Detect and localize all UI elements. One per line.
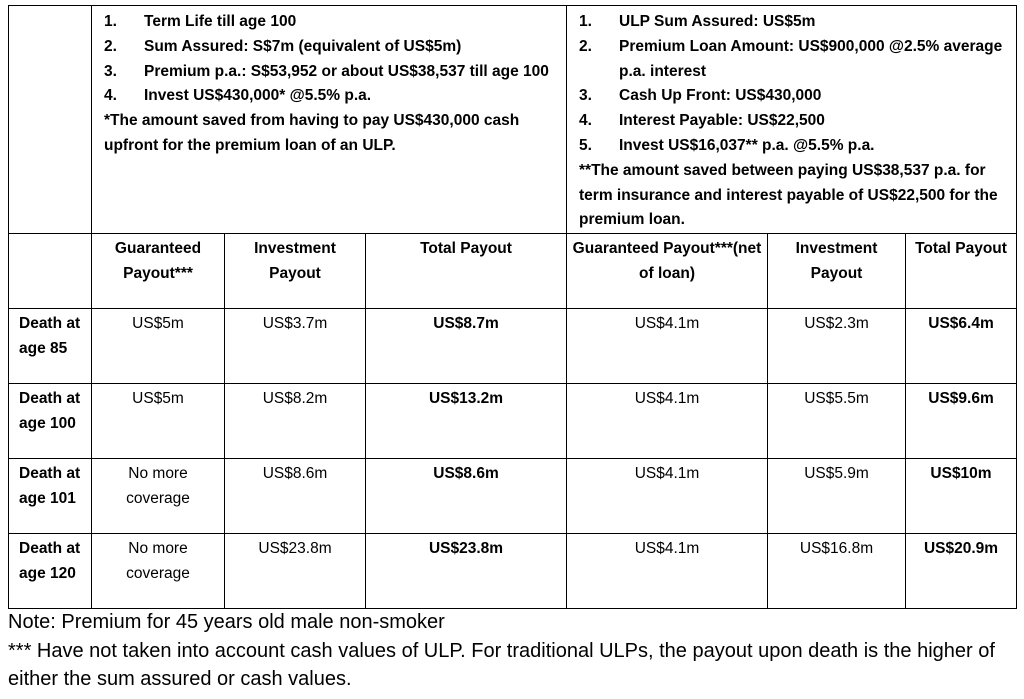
ulp-scenario: [567, 6, 1017, 234]
guaranteed-payout-value: US$5m: [92, 309, 225, 384]
total-payout-value: US$8.7m: [366, 309, 567, 384]
row-label: Death at age 100: [9, 384, 92, 459]
guaranteed-payout-net-value: US$4.1m: [567, 534, 768, 609]
list-item: 2. Sum Assured: S$7m (equivalent of US$5m): [104, 37, 462, 55]
notes-section: [8, 608, 1018, 694]
investment-payout-value: US$5.9m: [768, 459, 906, 534]
term-life-items: [104, 10, 558, 109]
list-item: 1. Term Life till age 100: [104, 13, 297, 30]
total-payout-value: US$10m: [906, 459, 1017, 534]
table-row: [9, 309, 1017, 384]
payout-note: *** Have not taken into account cash values of ULP. For traditional ULPs, the payout upon death is the higher of either the sum assured or cash values.: [8, 639, 995, 690]
investment-payout-value: US$5.5m: [768, 384, 906, 459]
guaranteed-payout-net-value: US$4.1m: [567, 459, 768, 534]
list-item: 4. Invest US$430,000* @5.5% p.a.: [104, 87, 372, 105]
investment-payout-value: US$3.7m: [225, 309, 366, 384]
list-item: 1. ULP Sum Assured: US$5m: [579, 13, 816, 30]
header-investment-payout: Investment Payout: [768, 234, 906, 309]
header-guaranteed-payout: Guaranteed Payout***: [92, 234, 225, 309]
investment-payout-value: US$23.8m: [225, 534, 366, 609]
total-payout-value: US$9.6m: [906, 384, 1017, 459]
row-label: Death at age 120: [9, 534, 92, 609]
total-payout-value: US$6.4m: [906, 309, 1017, 384]
table-row: [9, 534, 1017, 609]
ulp-items: [579, 10, 1008, 159]
table-row: [9, 459, 1017, 534]
list-item: 2. Premium Loan Amount: US$900,000 @2.5% average p.a. interest: [579, 37, 1003, 80]
comparison-table: [8, 5, 1017, 609]
guaranteed-payout-net-value: US$4.1m: [567, 384, 768, 459]
guaranteed-payout-net-value: US$4.1m: [567, 309, 768, 384]
table-row: [9, 384, 1017, 459]
list-item: 3. Premium p.a.: S$53,952 or about US$38,537 till age 100: [104, 62, 549, 80]
investment-payout-value: US$8.6m: [225, 459, 366, 534]
premium-note: Note: Premium for 45 years old male non-smoker: [8, 611, 445, 633]
term-life-scenario: [92, 6, 567, 234]
term-life-footnote: *The amount saved from having to pay US$430,000 cash upfront for the premium loan of an ULP.: [104, 112, 520, 154]
total-payout-value: US$13.2m: [366, 384, 567, 459]
empty-header-cell: [9, 234, 92, 309]
row-label: Death at age 85: [9, 309, 92, 384]
header-total-payout: Total Payout: [906, 234, 1017, 309]
investment-payout-value: US$8.2m: [225, 384, 366, 459]
ulp-footnote: **The amount saved between paying US$38,537 p.a. for term insurance and interest payable of US$22,500 for the premium loan.: [579, 161, 998, 229]
list-item: 4. Interest Payable: US$22,500: [579, 112, 825, 130]
guaranteed-payout-value: US$5m: [92, 384, 225, 459]
header-row: [9, 234, 1017, 309]
header-guaranteed-payout-net: Guaranteed Payout***(net of loan): [567, 234, 768, 309]
header-investment-payout: Investment Payout: [225, 234, 366, 309]
row-label: Death at age 101: [9, 459, 92, 534]
total-payout-value: US$20.9m: [906, 534, 1017, 609]
empty-corner-cell: [9, 6, 92, 234]
list-item: 3. Cash Up Front: US$430,000: [579, 87, 822, 105]
total-payout-value: US$8.6m: [366, 459, 567, 534]
total-payout-value: US$23.8m: [366, 534, 567, 609]
investment-payout-value: US$2.3m: [768, 309, 906, 384]
scenario-row: [9, 6, 1017, 234]
header-total-payout: Total Payout: [366, 234, 567, 309]
guaranteed-payout-value: No more coverage: [92, 534, 225, 609]
investment-payout-value: US$16.8m: [768, 534, 906, 609]
guaranteed-payout-value: No more coverage: [92, 459, 225, 534]
list-item: 5. Invest US$16,037** p.a. @5.5% p.a.: [579, 136, 875, 154]
